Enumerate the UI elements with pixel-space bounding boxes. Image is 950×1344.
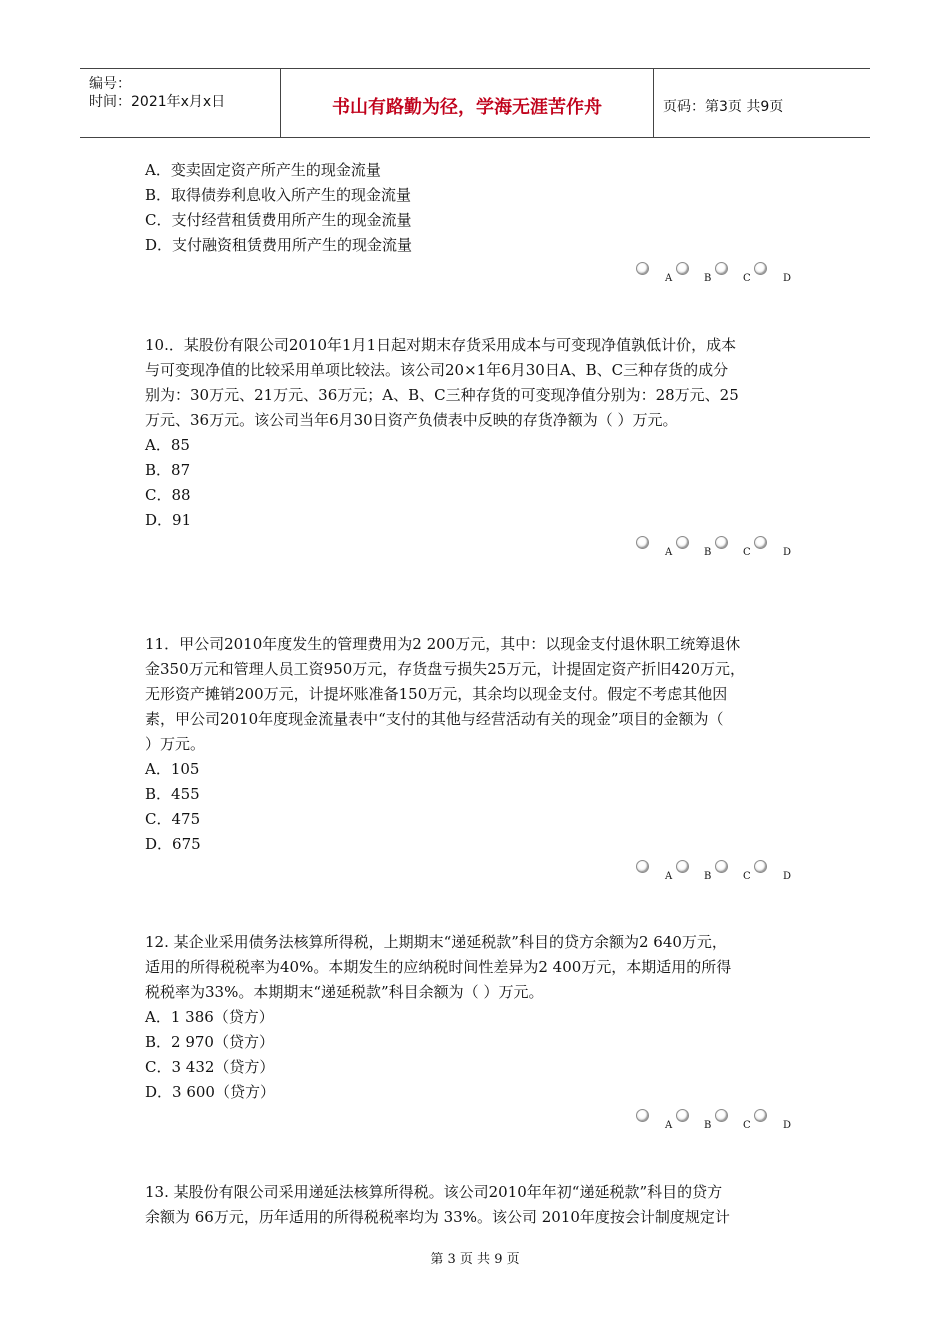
document-code-label: 编号： (89, 76, 131, 92)
radio-button-b[interactable] (676, 262, 689, 275)
option-d: D．支付融资租赁费用所产生的现金流量 (145, 236, 413, 254)
radio-button-d[interactable] (754, 262, 767, 275)
radio-button-c[interactable] (715, 262, 728, 275)
radio-label-b: B (704, 871, 712, 882)
option-d: D．675 (145, 835, 201, 853)
radio-label-c: C (743, 871, 751, 882)
option-a: A．85 (145, 436, 190, 454)
question-text-line: 11．甲公司2010年度发生的管理费用为2 200万元，其中：以现金支付退休职工统筹退休 (145, 635, 741, 653)
question-text-line: 余额为 66万元，历年适用的所得税税率均为 33%。该公司 2010年度按会计制度规定计 (145, 1208, 730, 1226)
question-text-line: 10.．某股份有限公司2010年1月1日起对期末存货采用成本与可变现净值孰低计价，成本 (145, 336, 737, 354)
document-date-label: 时间：2021年x月x日 (89, 94, 226, 110)
header-motto: 书山有路勤为径，学海无涯苦作舟 (332, 97, 602, 118)
header-page-cell (653, 69, 870, 137)
radio-label-c: C (743, 273, 751, 284)
radio-label-b: B (704, 273, 712, 284)
radio-label-d: D (783, 871, 792, 882)
radio-label-a: A (665, 1120, 673, 1131)
header-meta-cell (80, 69, 280, 137)
radio-button-d[interactable] (754, 1109, 767, 1122)
radio-button-c[interactable] (715, 1109, 728, 1122)
radio-label-d: D (783, 1120, 792, 1131)
radio-label-a: A (665, 871, 673, 882)
header-motto-cell (280, 69, 654, 137)
radio-label-c: C (743, 547, 751, 558)
radio-button-b[interactable] (676, 860, 689, 873)
answer-radio-group (632, 860, 812, 882)
answer-radio-group (632, 536, 812, 558)
radio-button-c[interactable] (715, 536, 728, 549)
radio-button-a[interactable] (636, 860, 649, 873)
radio-button-b[interactable] (676, 1109, 689, 1122)
option-b: B．取得债券利息收入所产生的现金流量 (145, 186, 412, 204)
option-c: C．3 432（贷方） (145, 1058, 275, 1076)
option-c: C．88 (145, 486, 191, 504)
radio-label-d: D (783, 273, 792, 284)
option-c: C．475 (145, 810, 201, 828)
question-text-line: 金350万元和管理人员工资950万元，存货盘亏损失25万元，计提固定资产折旧420万元， (145, 660, 745, 678)
answer-radio-group (632, 262, 812, 284)
question-text-line: 12. 某企业采用债务法核算所得税，上期期末“递延税款”科目的贷方余额为2 640万元， (145, 933, 727, 951)
radio-button-a[interactable] (636, 262, 649, 275)
question-text-line: 万元、36万元。该公司当年6月30日资产负债表中反映的存货净额为（ ）万元。 (145, 411, 678, 429)
page-number-label: 页码：第3页 共9页 (663, 99, 784, 115)
option-b: B．455 (145, 785, 200, 803)
option-b: B．2 970（贷方） (145, 1033, 274, 1051)
option-b: B．87 (145, 461, 191, 479)
question-text-line: 无形资产摊销200万元，计提坏账准备150万元，其余均以现金支付。假定不考虑其他因 (145, 685, 728, 703)
question-text-line: 素，甲公司2010年度现金流量表中“支付的其他与经营活动有关的现金”项目的金额为（ (145, 710, 724, 728)
radio-button-a[interactable] (636, 1109, 649, 1122)
radio-button-d[interactable] (754, 860, 767, 873)
radio-button-c[interactable] (715, 860, 728, 873)
option-d: D．3 600（贷方） (145, 1083, 275, 1101)
question-text-line: ）万元。 (145, 735, 206, 753)
radio-label-a: A (665, 273, 673, 284)
page-header (80, 68, 870, 138)
option-a: A．变卖固定资产所产生的现金流量 (145, 161, 381, 179)
option-a: A．1 386（贷方） (145, 1008, 274, 1026)
question-text-line: 税税率为33%。本期期末“递延税款”科目余额为（ ）万元。 (145, 983, 544, 1001)
radio-button-a[interactable] (636, 536, 649, 549)
radio-label-c: C (743, 1120, 751, 1131)
question-text-line: 适用的所得税税率为40%。本期发生的应纳税时间性差异为2 400万元，本期适用的所得 (145, 958, 732, 976)
radio-label-a: A (665, 547, 673, 558)
radio-label-b: B (704, 1120, 712, 1131)
radio-button-d[interactable] (754, 536, 767, 549)
question-text-line: 13. 某股份有限公司采用递延法核算所得税。该公司2010年年初“递延税款”科目的贷方 (145, 1183, 723, 1201)
radio-label-b: B (704, 547, 712, 558)
option-d: D．91 (145, 511, 192, 529)
radio-label-d: D (783, 547, 792, 558)
question-text-line: 别为：30万元、21万元、36万元；A、B、C三种存货的可变现净值分别为：28万元、25 (145, 386, 739, 404)
question-text-line: 与可变现净值的比较采用单项比较法。该公司20×1年6月30日A、B、C三种存货的成分 (145, 361, 729, 379)
page-footer: 第 3 页 共 9 页 (430, 1252, 520, 1267)
radio-button-b[interactable] (676, 536, 689, 549)
answer-radio-group (632, 1109, 812, 1131)
option-c: C．支付经营租赁费用所产生的现金流量 (145, 211, 412, 229)
option-a: A．105 (145, 760, 200, 778)
